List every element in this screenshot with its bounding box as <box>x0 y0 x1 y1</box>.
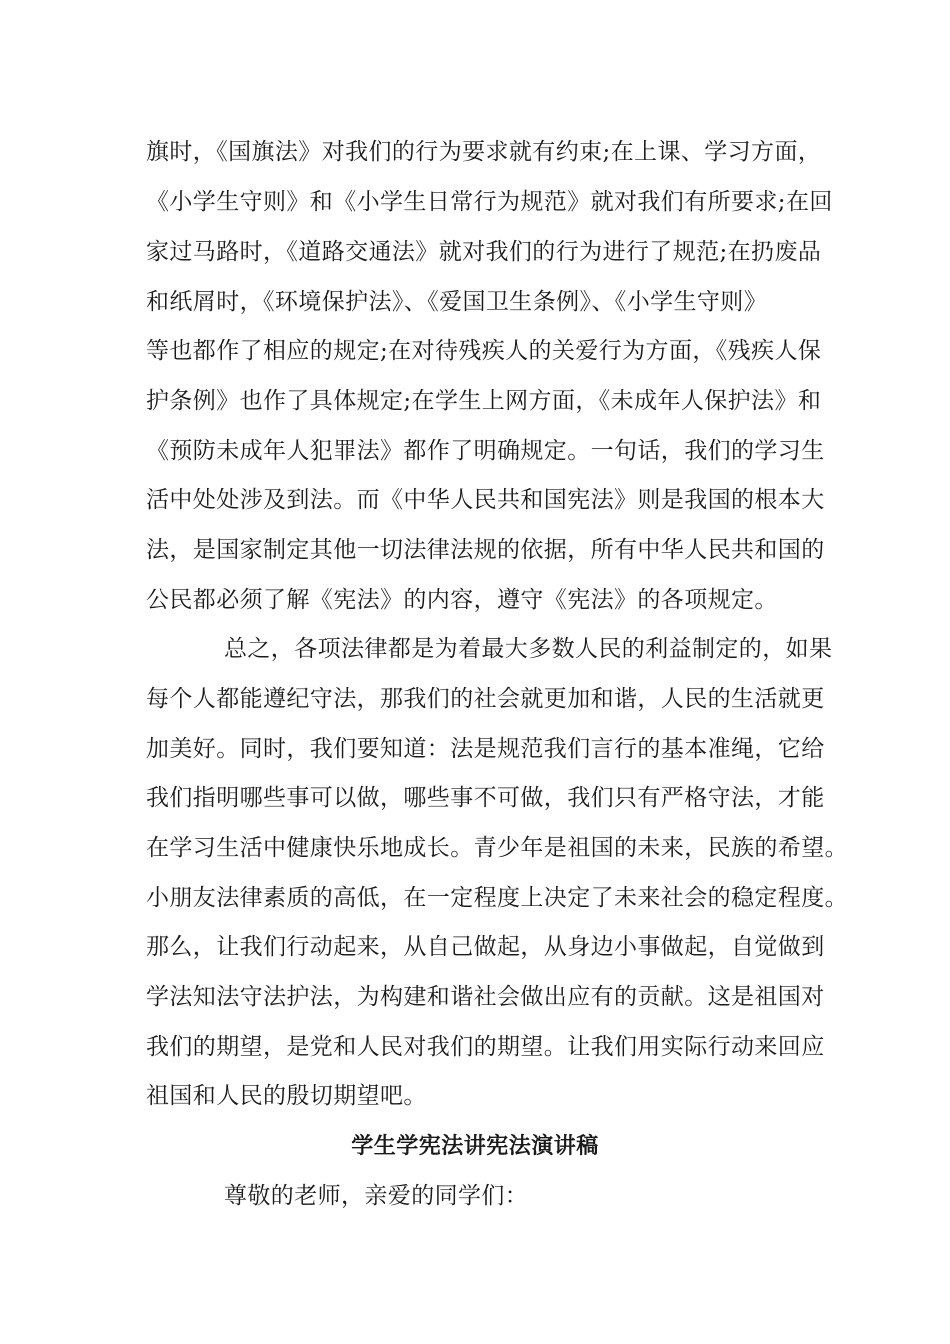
text-line: 小朋友法律素质的高低，在一定程度上决定了未来社会的稳定程度。 <box>146 885 848 911</box>
text-line: 活中处处涉及到法。而《中华人民共和国宪法》则是我国的根本大 <box>146 487 825 513</box>
text-line: 每个人都能遵纪守法，那我们的社会就更加和谐，人民的生活就更 <box>146 686 825 712</box>
text-line: 旗时，《国旗法》对我们的行为要求就有约束;在上课、学习方面， <box>146 139 822 165</box>
text-line: 家过马路时，《道路交通法》就对我们的行为进行了规范;在扔废品 <box>146 239 822 265</box>
text-line: 法，是国家制定其他一切法律法规的依据，所有中华人民共和国的 <box>146 537 825 563</box>
text-line: 我们指明哪些事可以做，哪些事不可做，我们只有严格守法，才能 <box>146 785 825 811</box>
text-line: 加美好。同时，我们要知道：法是规范我们言行的基本准绳，它给 <box>146 736 825 762</box>
text-line: 《预防未成年人犯罪法》都作了明确规定。一句话，我们的学习生 <box>146 438 825 464</box>
text-line: 那么，让我们行动起来，从自己做起，从身边小事做起，自觉做到 <box>146 934 825 960</box>
text-line: 公民都必须了解《宪法》的内容，遵守《宪法》的各项规定。 <box>146 587 778 613</box>
text-line: 等也都作了相应的规定;在对待残疾人的关爱行为方面，《残疾人保 <box>146 338 822 364</box>
salutation: 尊敬的老师，亲爱的同学们： <box>224 1183 529 1209</box>
text-line: 在学习生活中健康快乐地成长。青少年是祖国的未来，民族的希望。 <box>146 835 848 861</box>
text-line: 护条例》也作了具体规定;在学生上网方面，《未成年人保护法》和 <box>146 388 822 414</box>
text-line: 学法知法守法护法，为构建和谐社会做出应有的贡献。这是祖国对 <box>146 984 825 1010</box>
text-line: 和纸屑时，《环境保护法》、《爱国卫生条例》、《小学生守则》 <box>146 289 768 315</box>
text-line: 总之，各项法律都是为着最大多数人民的利益制定的，如果 <box>224 636 833 662</box>
section-heading: 学生学宪法讲宪法演讲稿 <box>351 1133 599 1159</box>
text-line: 《小学生守则》和《小学生日常行为规范》就对我们有所要求;在回 <box>146 189 833 215</box>
text-line: 我们的期望，是党和人民对我们的期望。让我们用实际行动来回应 <box>146 1034 825 1060</box>
text-line: 祖国和人民的殷切期望吧。 <box>146 1083 427 1109</box>
